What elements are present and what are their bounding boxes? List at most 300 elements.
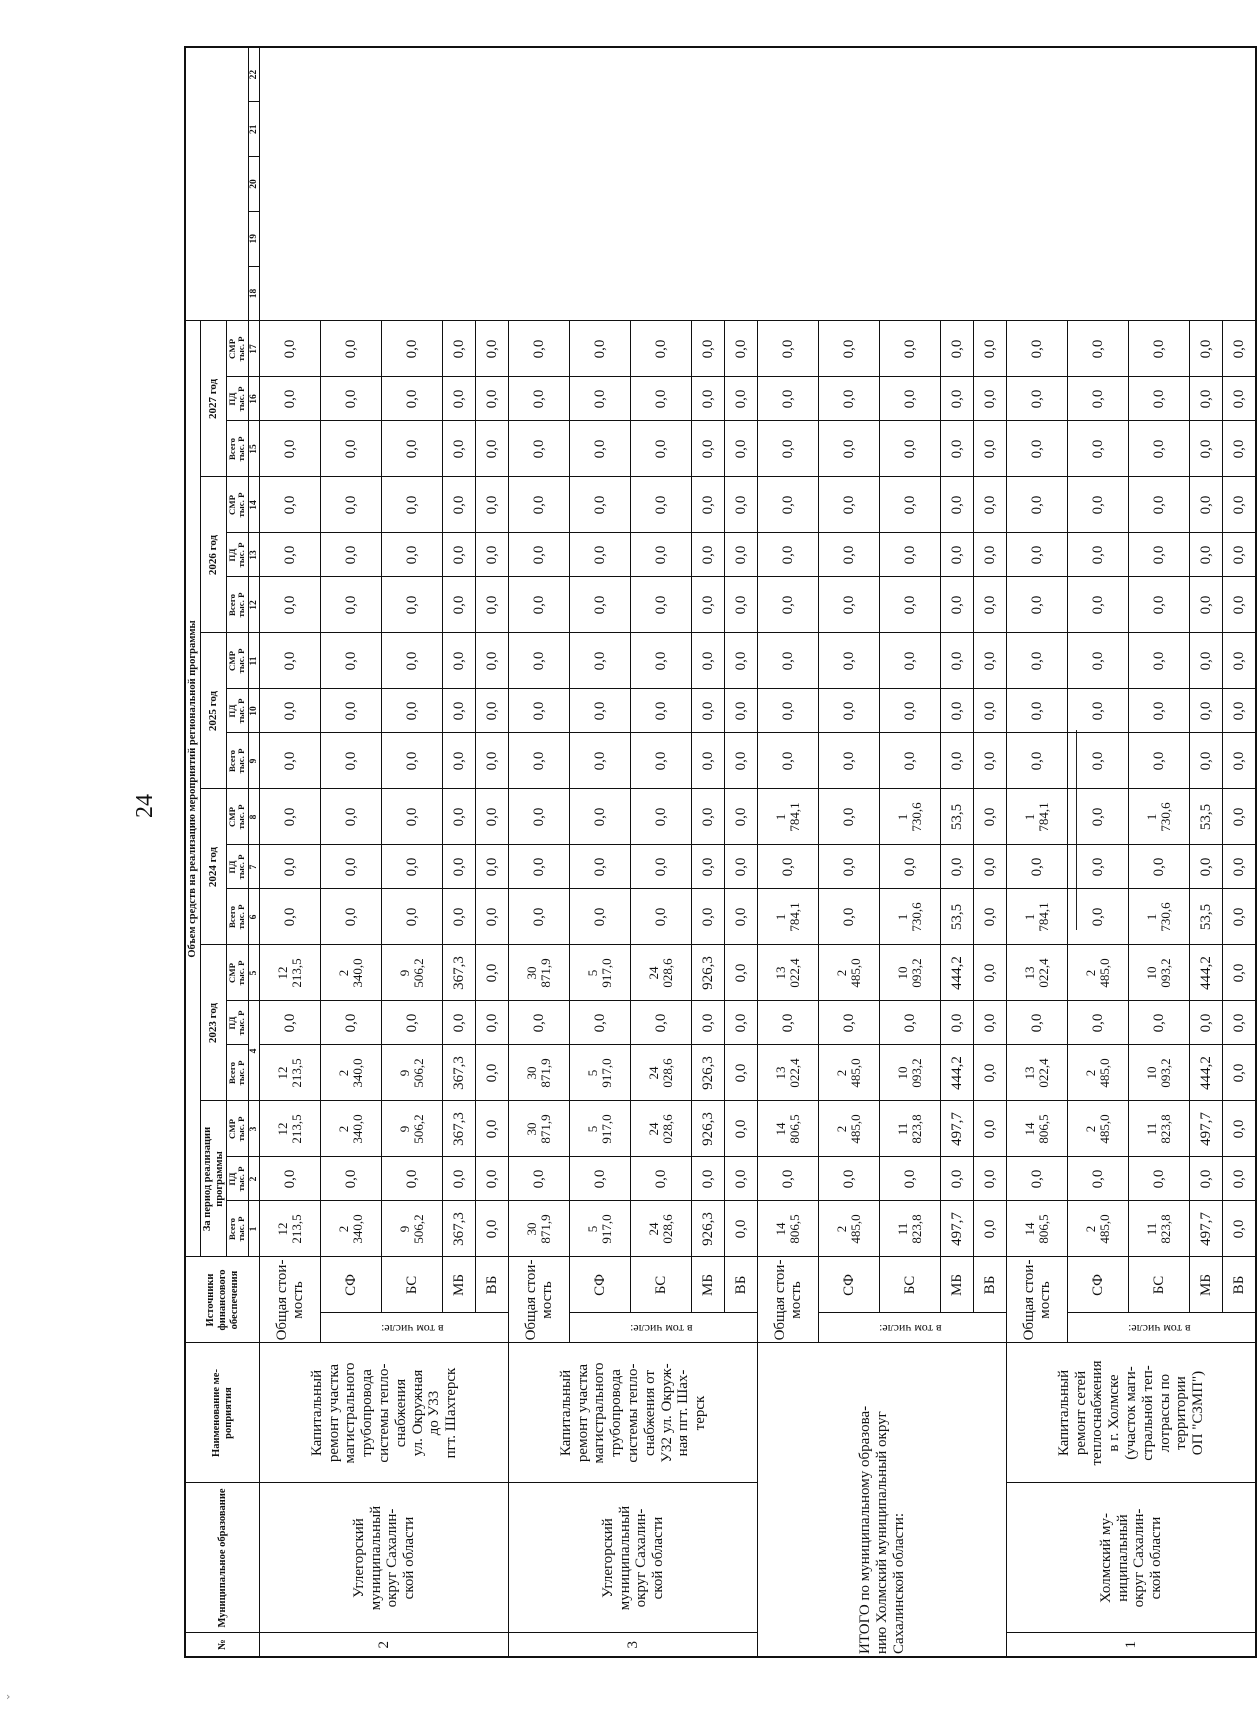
column-number: 6 (248, 889, 260, 945)
value-cell: 0,0 (819, 533, 880, 577)
value-cell: 0,0 (1223, 1101, 1257, 1157)
value-cell: 0,0 (725, 321, 758, 377)
value-cell: 0,0 (1129, 689, 1190, 733)
value-cell: 5 917,0 (570, 1045, 631, 1101)
header-unit-label: СМР тыс. Р (227, 789, 248, 845)
value-cell: 0,0 (321, 577, 382, 633)
header-unit-label: Всего тыс. Р (227, 421, 248, 477)
value-cell: 0,0 (260, 577, 321, 633)
value-cell: 0,0 (443, 733, 476, 789)
value-cell: 444,2 (941, 945, 974, 1001)
value-cell: 0,0 (758, 377, 819, 421)
value-cell: 0,0 (1007, 1157, 1068, 1201)
value-cell: 0,0 (476, 689, 509, 733)
value-cell: 0,0 (1223, 1201, 1257, 1257)
measure-name: Капитальный ремонт участка магистрального трубопровода системы тепло- снабжения ул. Окружная до У33 пгт. Шахтерск (260, 1343, 509, 1483)
value-cell: 2 485,0 (1068, 1201, 1129, 1257)
source-total: Общая стои- мость (509, 1257, 570, 1343)
value-cell: 1 784,1 (758, 889, 819, 945)
rotated-table-wrapper (184, 46, 1257, 1658)
value-cell: 0,0 (260, 789, 321, 845)
value-cell: 0,0 (321, 321, 382, 377)
value-cell: 0,0 (260, 421, 321, 477)
value-cell: 0,0 (974, 577, 1007, 633)
value-cell: 0,0 (509, 889, 570, 945)
value-cell: 0,0 (819, 1157, 880, 1201)
value-cell: 0,0 (1068, 321, 1129, 377)
value-cell: 0,0 (941, 845, 974, 889)
column-number: 9 (248, 733, 260, 789)
value-cell: 0,0 (1223, 1157, 1257, 1201)
value-cell: 0,0 (382, 321, 443, 377)
header-unit-label: СМР тыс. Р (227, 477, 248, 533)
value-cell: 10 093,2 (1129, 945, 1190, 1001)
value-cell: 0,0 (974, 789, 1007, 845)
value-cell: 0,0 (1129, 733, 1190, 789)
value-cell: 0,0 (974, 377, 1007, 421)
value-cell: 0,0 (321, 845, 382, 889)
value-cell: 12 213,5 (260, 945, 321, 1001)
value-cell: 0,0 (974, 321, 1007, 377)
value-cell: 0,0 (880, 577, 941, 633)
value-cell: 0,0 (509, 377, 570, 421)
column-number: 18 (248, 266, 260, 321)
table-row (509, 47, 570, 1657)
value-cell: 0,0 (260, 633, 321, 689)
value-cell: 0,0 (1223, 789, 1257, 845)
value-cell: 0,0 (819, 577, 880, 633)
value-cell: 0,0 (880, 845, 941, 889)
value-cell: 0,0 (880, 1157, 941, 1201)
value-cell: 0,0 (382, 789, 443, 845)
column-number: 11 (248, 633, 260, 689)
total-label: ИТОГО по муниципальному образова- нию Холмский муниципальный округ Сахалинской области: (758, 1343, 1007, 1657)
value-cell: 0,0 (443, 577, 476, 633)
value-cell: 0,0 (1129, 1157, 1190, 1201)
value-cell: 0,0 (509, 477, 570, 533)
column-number: 21 (248, 102, 260, 157)
value-cell: 13 022,4 (1007, 945, 1068, 1001)
header-unit-label: ПД тыс. Р (227, 1001, 248, 1045)
value-cell: 0,0 (1068, 1001, 1129, 1045)
header-measure: Наименование ме- роприятия (185, 1343, 260, 1483)
header-unit-label: СМР тыс. Р (227, 321, 248, 377)
source-sf: СФ (1068, 1257, 1129, 1313)
value-cell: 0,0 (321, 789, 382, 845)
source-bs: БС (382, 1257, 443, 1313)
value-cell: 0,0 (692, 477, 725, 533)
value-cell: 0,0 (509, 845, 570, 889)
value-cell: 2 485,0 (819, 1045, 880, 1101)
value-cell: 0,0 (321, 533, 382, 577)
value-cell: 0,0 (476, 1157, 509, 1201)
value-cell: 0,0 (321, 689, 382, 733)
header-no: № (185, 1633, 260, 1657)
value-cell: 0,0 (1007, 377, 1068, 421)
value-cell: 12 213,5 (260, 1045, 321, 1101)
value-cell: 0,0 (443, 789, 476, 845)
municipality-name: Углегорский муниципальный округ Сахалин- ской области (260, 1483, 509, 1633)
header-year-2025: 2025 год (200, 633, 227, 789)
value-cell: 0,0 (974, 533, 1007, 577)
column-number: 22 (248, 47, 260, 102)
value-cell: 0,0 (631, 1157, 692, 1201)
source-vb: ВБ (476, 1257, 509, 1313)
value-cell: 9 506,2 (382, 1101, 443, 1157)
including-text: в том числе: (381, 1321, 444, 1336)
value-cell: 13 022,4 (758, 1045, 819, 1101)
value-cell: 1 784,1 (1007, 789, 1068, 845)
value-cell: 0,0 (509, 1001, 570, 1045)
value-cell: 367,3 (443, 945, 476, 1001)
value-cell: 0,0 (631, 889, 692, 945)
value-cell: 0,0 (692, 421, 725, 477)
column-number: 8 (248, 789, 260, 845)
including-text: в том числе: (630, 1321, 693, 1336)
value-cell: 0,0 (382, 577, 443, 633)
value-cell: 1 730,6 (880, 789, 941, 845)
value-cell: 0,0 (692, 577, 725, 633)
value-cell: 0,0 (476, 421, 509, 477)
value-cell: 0,0 (443, 1001, 476, 1045)
including-label (321, 1313, 509, 1343)
value-cell: 0,0 (1068, 477, 1129, 533)
value-cell: 0,0 (1223, 321, 1257, 377)
header-municipality: Муниципальное образование (185, 1483, 260, 1633)
value-cell: 0,0 (1190, 577, 1223, 633)
header-unit-label: Всего тыс. Р (227, 733, 248, 789)
value-cell: 0,0 (692, 1001, 725, 1045)
value-cell: 0,0 (321, 1157, 382, 1201)
source-mb: МБ (1190, 1257, 1223, 1313)
source-bs: БС (1129, 1257, 1190, 1313)
value-cell: 0,0 (880, 689, 941, 733)
value-cell: 2 485,0 (819, 1101, 880, 1157)
value-cell: 0,0 (941, 633, 974, 689)
value-cell: 0,0 (692, 377, 725, 421)
column-number: 20 (248, 157, 260, 212)
source-total: Общая стои- мость (758, 1257, 819, 1343)
value-cell: 0,0 (1129, 533, 1190, 577)
value-cell: 0,0 (1129, 377, 1190, 421)
value-cell: 0,0 (570, 377, 631, 421)
value-cell: 5 917,0 (570, 945, 631, 1001)
value-cell: 0,0 (1068, 689, 1129, 733)
value-cell: 497,7 (941, 1201, 974, 1257)
value-cell: 24 028,6 (631, 1101, 692, 1157)
source-mb: МБ (941, 1257, 974, 1313)
value-cell: 0,0 (880, 377, 941, 421)
value-cell: 0,0 (692, 1157, 725, 1201)
value-cell: 0,0 (1223, 1045, 1257, 1101)
measure-name: Капитальный ремонт сетей теплоснабжения в г. Холмске (участок маги- стральной теп- лотрассы по территории ОП "СЗМП") (1007, 1343, 1257, 1483)
header-unit-label: ПД тыс. Р (227, 533, 248, 577)
value-cell: 0,0 (382, 689, 443, 733)
value-cell: 0,0 (1223, 733, 1257, 789)
value-cell: 0,0 (974, 1001, 1007, 1045)
value-cell: 0,0 (382, 477, 443, 533)
value-cell: 0,0 (1223, 377, 1257, 421)
including-text: в том числе: (879, 1321, 942, 1336)
value-cell: 0,0 (443, 421, 476, 477)
value-cell: 0,0 (570, 633, 631, 689)
value-cell: 0,0 (725, 945, 758, 1001)
value-cell: 0,0 (725, 733, 758, 789)
value-cell: 0,0 (880, 421, 941, 477)
value-cell: 0,0 (476, 889, 509, 945)
value-cell: 24 028,6 (631, 1201, 692, 1257)
header-unit-label: СМР тыс. Р (227, 633, 248, 689)
value-cell: 0,0 (631, 1001, 692, 1045)
value-cell: 0,0 (692, 533, 725, 577)
value-cell: 0,0 (631, 689, 692, 733)
value-cell: 0,0 (1223, 889, 1257, 945)
value-cell: 0,0 (476, 377, 509, 421)
value-cell: 0,0 (509, 633, 570, 689)
value-cell: 0,0 (1190, 845, 1223, 889)
value-cell: 0,0 (1068, 789, 1129, 845)
value-cell: 0,0 (1007, 477, 1068, 533)
value-cell: 0,0 (1223, 477, 1257, 533)
value-cell: 0,0 (1007, 577, 1068, 633)
value-cell: 0,0 (758, 577, 819, 633)
value-cell: 0,0 (260, 321, 321, 377)
value-cell: 0,0 (509, 421, 570, 477)
value-cell: 0,0 (382, 733, 443, 789)
source-sf: СФ (819, 1257, 880, 1313)
value-cell: 0,0 (1190, 421, 1223, 477)
header-unit-label: Всего тыс. Р (227, 1201, 248, 1257)
value-cell: 0,0 (758, 845, 819, 889)
value-cell: 0,0 (1190, 533, 1223, 577)
value-cell: 0,0 (880, 733, 941, 789)
value-cell: 0,0 (509, 789, 570, 845)
value-cell: 0,0 (1129, 321, 1190, 377)
header-unit-label: ПД тыс. Р (227, 377, 248, 421)
value-cell: 14 806,5 (1007, 1201, 1068, 1257)
value-cell: 0,0 (631, 577, 692, 633)
value-cell: 0,0 (260, 889, 321, 945)
value-cell: 0,0 (476, 577, 509, 633)
value-cell: 11 823,8 (880, 1101, 941, 1157)
value-cell: 0,0 (1129, 577, 1190, 633)
value-cell: 0,0 (476, 1001, 509, 1045)
value-cell: 0,0 (974, 689, 1007, 733)
value-cell: 0,0 (570, 1001, 631, 1045)
value-cell: 2 340,0 (321, 1045, 382, 1101)
source-mb: МБ (692, 1257, 725, 1313)
value-cell: 0,0 (880, 1001, 941, 1045)
value-cell: 0,0 (725, 1045, 758, 1101)
value-cell: 2 340,0 (321, 1101, 382, 1157)
value-cell: 0,0 (382, 533, 443, 577)
value-cell: 0,0 (321, 633, 382, 689)
column-number: 13 (248, 533, 260, 577)
value-cell: 0,0 (1007, 845, 1068, 889)
value-cell: 0,0 (570, 889, 631, 945)
value-cell: 0,0 (725, 577, 758, 633)
value-cell: 0,0 (476, 1201, 509, 1257)
value-cell: 0,0 (443, 533, 476, 577)
value-cell: 0,0 (1007, 533, 1068, 577)
value-cell: 0,0 (819, 633, 880, 689)
value-cell: 0,0 (443, 845, 476, 889)
value-cell: 0,0 (1007, 733, 1068, 789)
value-cell: 0,0 (260, 1001, 321, 1045)
value-cell: 53,5 (1190, 889, 1223, 945)
header-unit-label: Всего тыс. Р (227, 1045, 248, 1101)
value-cell: 0,0 (631, 733, 692, 789)
value-cell: 0,0 (941, 1001, 974, 1045)
source-sf: СФ (570, 1257, 631, 1313)
value-cell: 0,0 (570, 321, 631, 377)
value-cell: 0,0 (725, 633, 758, 689)
value-cell: 0,0 (476, 945, 509, 1001)
header-unit-label: ПД тыс. Р (227, 845, 248, 889)
value-cell: 0,0 (974, 1201, 1007, 1257)
value-cell: 0,0 (1223, 533, 1257, 577)
municipality-name: Углегорский муниципальный округ Сахалин- ской области (509, 1483, 758, 1633)
value-cell: 0,0 (476, 845, 509, 889)
value-cell: 0,0 (880, 477, 941, 533)
value-cell: 30 871,9 (509, 945, 570, 1001)
value-cell: 0,0 (725, 1101, 758, 1157)
header-year-2024: 2024 год (200, 789, 227, 945)
value-cell: 0,0 (692, 789, 725, 845)
value-cell: 0,0 (321, 377, 382, 421)
value-cell: 0,0 (974, 733, 1007, 789)
value-cell: 0,0 (692, 321, 725, 377)
header-funding-source: Источники финансового обеспечения (185, 1257, 260, 1343)
value-cell: 0,0 (382, 1157, 443, 1201)
value-cell: 926,3 (692, 1201, 725, 1257)
value-cell: 0,0 (260, 733, 321, 789)
value-cell: 0,0 (1007, 1001, 1068, 1045)
value-cell: 0,0 (1190, 689, 1223, 733)
value-cell: 0,0 (382, 377, 443, 421)
value-cell: 0,0 (819, 321, 880, 377)
value-cell: 0,0 (1007, 689, 1068, 733)
value-cell: 0,0 (1223, 1001, 1257, 1045)
value-cell: 0,0 (631, 421, 692, 477)
header-unit-label: ПД тыс. Р (227, 689, 248, 733)
value-cell: 0,0 (941, 1157, 974, 1201)
value-cell: 0,0 (509, 577, 570, 633)
value-cell: 0,0 (443, 321, 476, 377)
value-cell: 0,0 (725, 789, 758, 845)
column-number: 16 (248, 377, 260, 421)
value-cell: 0,0 (443, 633, 476, 689)
value-cell: 0,0 (880, 633, 941, 689)
value-cell: 0,0 (1068, 377, 1129, 421)
value-cell: 0,0 (631, 845, 692, 889)
value-cell: 14 806,5 (758, 1201, 819, 1257)
value-cell: 0,0 (476, 733, 509, 789)
value-cell: 0,0 (1223, 845, 1257, 889)
value-cell: 0,0 (1129, 421, 1190, 477)
value-cell: 0,0 (941, 733, 974, 789)
value-cell: 0,0 (725, 889, 758, 945)
value-cell: 497,7 (941, 1101, 974, 1157)
value-cell: 0,0 (382, 845, 443, 889)
value-cell: 2 485,0 (1068, 1045, 1129, 1101)
value-cell: 0,0 (758, 421, 819, 477)
value-cell: 30 871,9 (509, 1045, 570, 1101)
value-cell: 0,0 (631, 377, 692, 421)
value-cell: 30 871,9 (509, 1201, 570, 1257)
value-cell: 1 784,1 (758, 789, 819, 845)
value-cell: 0,0 (382, 633, 443, 689)
value-cell: 444,2 (941, 1045, 974, 1101)
value-cell: 0,0 (509, 533, 570, 577)
value-cell: 0,0 (819, 889, 880, 945)
value-cell: 0,0 (941, 477, 974, 533)
value-cell: 1 730,6 (880, 889, 941, 945)
value-cell: 0,0 (476, 789, 509, 845)
value-cell: 0,0 (443, 689, 476, 733)
value-cell: 0,0 (941, 421, 974, 477)
value-cell: 0,0 (1068, 633, 1129, 689)
value-cell: 0,0 (725, 421, 758, 477)
including-label (819, 1313, 1007, 1343)
value-cell: 0,0 (725, 845, 758, 889)
value-cell: 0,0 (758, 321, 819, 377)
table-row (1007, 47, 1068, 1657)
value-cell: 0,0 (476, 533, 509, 577)
value-cell: 0,0 (819, 477, 880, 533)
value-cell: 0,0 (1068, 733, 1129, 789)
value-cell: 0,0 (321, 889, 382, 945)
value-cell: 0,0 (570, 689, 631, 733)
value-cell: 0,0 (880, 533, 941, 577)
value-cell: 0,0 (692, 689, 725, 733)
header-unit-label: СМР тыс. Р (227, 945, 248, 1001)
value-cell: 0,0 (941, 689, 974, 733)
header-year-2023: 2023 год (200, 945, 227, 1101)
value-cell: 0,0 (1190, 321, 1223, 377)
value-cell: 0,0 (631, 321, 692, 377)
column-number: 7 (248, 845, 260, 889)
value-cell: 444,2 (1190, 945, 1223, 1001)
value-cell: 0,0 (260, 845, 321, 889)
value-cell: 0,0 (1190, 1001, 1223, 1045)
value-cell: 9 506,2 (382, 1201, 443, 1257)
value-cell: 0,0 (321, 421, 382, 477)
column-number: 14 (248, 477, 260, 533)
value-cell: 0,0 (974, 889, 1007, 945)
column-number: 15 (248, 421, 260, 477)
value-cell: 10 093,2 (880, 945, 941, 1001)
value-cell: 0,0 (819, 845, 880, 889)
column-number: 2 (248, 1157, 260, 1201)
value-cell: 0,0 (758, 733, 819, 789)
value-cell: 0,0 (260, 533, 321, 577)
column-number: 1 (248, 1201, 260, 1257)
value-cell: 11 823,8 (880, 1201, 941, 1257)
value-cell: 9 506,2 (382, 1045, 443, 1101)
page-number: 24 (132, 794, 158, 818)
value-cell: 0,0 (570, 477, 631, 533)
table-row (260, 47, 321, 1657)
header-unit-label: Всего тыс. Р (227, 577, 248, 633)
value-cell: 0,0 (974, 421, 1007, 477)
source-sf: СФ (321, 1257, 382, 1313)
value-cell: 53,5 (1190, 789, 1223, 845)
value-cell: 9 506,2 (382, 945, 443, 1001)
value-cell: 1 730,6 (1129, 789, 1190, 845)
value-cell: 0,0 (509, 733, 570, 789)
value-cell: 0,0 (570, 733, 631, 789)
